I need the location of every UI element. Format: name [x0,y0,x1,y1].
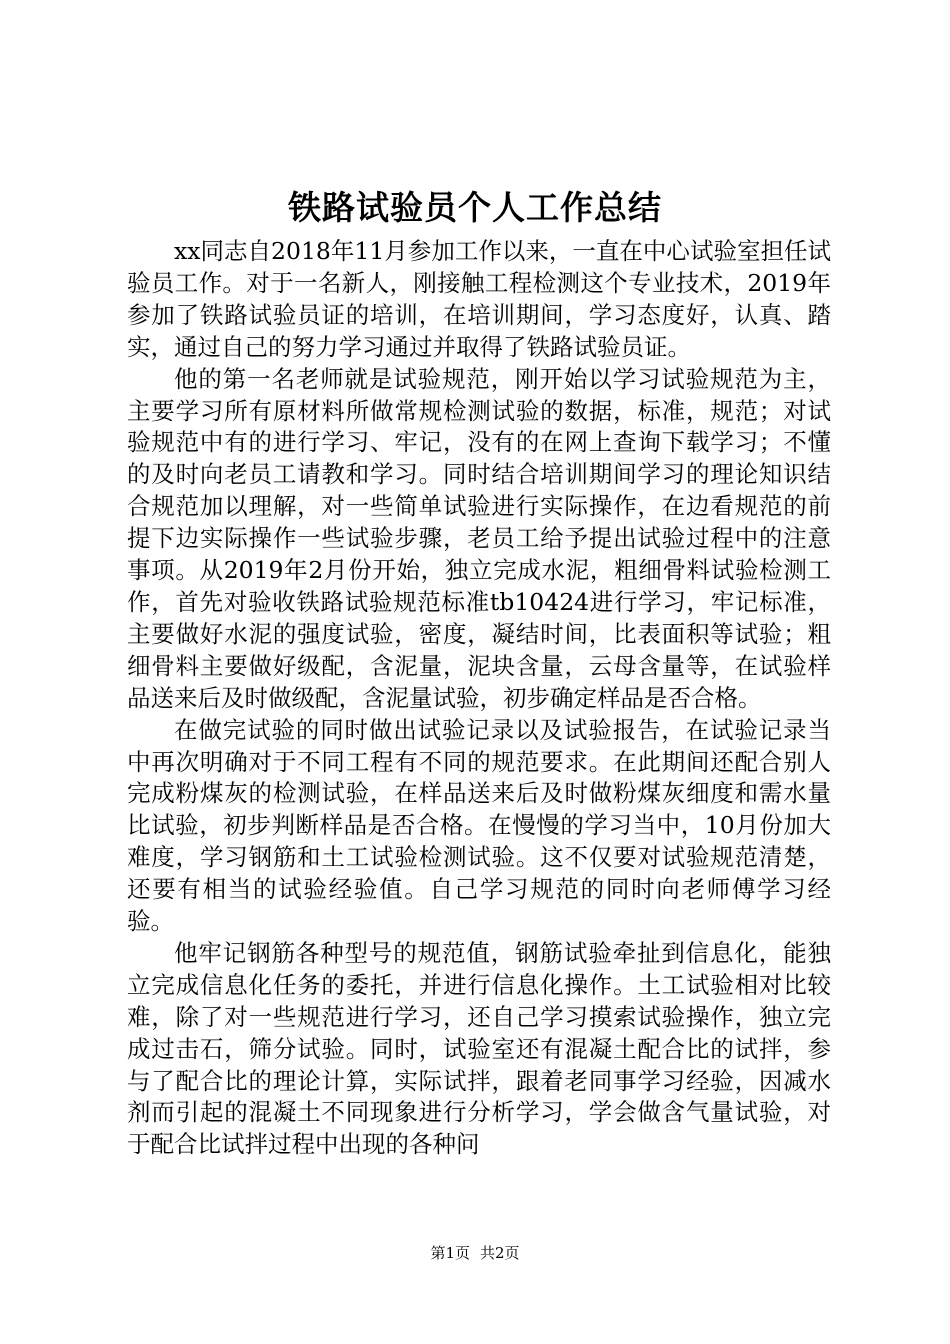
paragraph-2: 他的第一名老师就是试验规范，刚开始以学习试验规范为主，主要学习所有原材料所做常规检测试验的数据，标准，规范；对试验规范中有的进行学习、牢记，没有的在网上查询下载学习；不懂的及时向老员工请教和学习。同时结合培训期间学习的理论知识结合规范加以理解，对一些简单试验进行实际操作，在边看规范的前提下边实际操作一些试验步骤，老员工给予提出试验过程中的注意事项。从2019年2月份开始，独立完成水泥，粗细骨料试验检测工作，首先对验收铁路试验规范标准tb10424进行学习，牢记标准，主要做好水泥的强度试验，密度，凝结时间，比表面积等试验；粗细骨料主要做好级配，含泥量，泥块含量，云母含量等，在试验样品送来后及时做级配，含泥量试验，初步确定样品是否合格。 [127,364,831,712]
paragraph-4: 他牢记钢筋各种型号的规范值，钢筋试验牵扯到信息化，能独立完成信息化任务的委托，并进行信息化操作。土工试验相对比较难，除了对一些规范进行学习，还自己学习摸索试验操作，独立完成过击石，筛分试验。同时，试验室还有混凝土配合比的试拌，参与了配合比的理论计算，实际试拌，跟着老同事学习经验，因减水剂而引起的混凝土不同现象进行分析学习，学会做含气量试验，对于配合比试拌过程中出现的各种问 [127,938,831,1159]
document-body [127,236,831,1161]
page-footer [0,1243,950,1263]
paragraph-1: xx同志自2018年11月参加工作以来，一直在中心试验室担任试验员工作。对于一名新人，刚接触工程检测这个专业技术，2019年参加了铁路试验员证的培训，在培训期间，学习态度好，认真、踏实，通过自己的努力学习通过并取得了铁路试验员证。 [127,237,831,361]
paragraph-3: 在做完试验的同时做出试验记录以及试验报告，在试验记录当中再次明确对于不同工程有不同的规范要求。在此期间还配合别人完成粉煤灰的检测试验，在样品送来后及时做粉煤灰细度和需水量比试验，初步判断样品是否合格。在慢慢的学习当中，10月份加大难度，学习钢筋和土工试验检测试验。这不仅要对试验规范清楚，还要有相当的试验经验值。自己学习规范的同时向老师傅学习经验。 [127,715,831,936]
page-total: 共2页 [480,1244,520,1262]
page-number: 第1页 [430,1244,470,1262]
document-title: 铁路试验员个人工作总结 [288,188,662,227]
